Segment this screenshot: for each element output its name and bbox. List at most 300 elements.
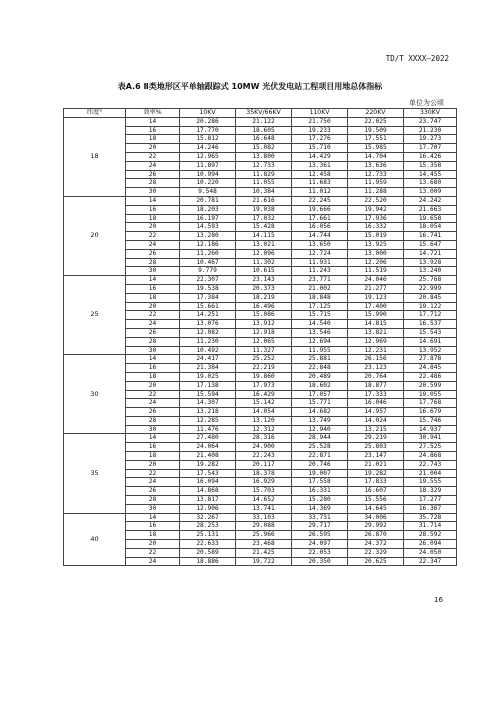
latitude-cell: 35 xyxy=(64,434,126,513)
value-cell: 19.509 xyxy=(348,126,404,135)
value-cell: 23.468 xyxy=(236,540,292,549)
value-cell: 20.589 xyxy=(180,548,236,557)
value-cell: 21.021 xyxy=(348,460,404,469)
column-header-latitude: 纬度° xyxy=(64,109,126,118)
value-cell: 13.009 xyxy=(404,188,457,197)
efficiency-cell: 18 xyxy=(126,135,180,144)
value-cell: 17.543 xyxy=(180,469,236,478)
value-cell: 12.724 xyxy=(292,249,348,258)
value-cell: 11.829 xyxy=(236,170,292,179)
value-cell: 22.347 xyxy=(404,557,457,566)
value-cell: 28.944 xyxy=(292,434,348,443)
value-cell: 17.936 xyxy=(348,214,404,223)
value-cell: 29.088 xyxy=(236,522,292,531)
value-cell: 15.715 xyxy=(292,311,348,320)
value-cell: 12.186 xyxy=(180,240,236,249)
value-cell: 23.147 xyxy=(348,452,404,461)
efficiency-cell: 28 xyxy=(126,179,180,188)
efficiency-cell: 16 xyxy=(126,443,180,452)
value-cell: 19.038 xyxy=(236,205,292,214)
value-cell: 9.779 xyxy=(180,267,236,276)
efficiency-cell: 14 xyxy=(126,276,180,285)
efficiency-cell: 28 xyxy=(126,496,180,505)
value-cell: 21.663 xyxy=(404,205,457,214)
efficiency-cell: 20 xyxy=(126,381,180,390)
value-cell: 27.878 xyxy=(404,355,457,364)
value-cell: 19.233 xyxy=(292,126,348,135)
efficiency-cell: 26 xyxy=(126,408,180,417)
value-cell: 24.242 xyxy=(404,196,457,205)
value-cell: 11.288 xyxy=(348,188,404,197)
value-cell: 14.868 xyxy=(180,487,236,496)
efficiency-cell: 30 xyxy=(126,346,180,355)
document-code: TD/T XXXX—2022 xyxy=(385,54,449,63)
value-cell: 12.285 xyxy=(180,416,236,425)
value-cell: 11.931 xyxy=(292,258,348,267)
value-cell: 14.369 xyxy=(292,504,348,513)
value-cell: 20.117 xyxy=(236,460,292,469)
value-cell: 20.286 xyxy=(180,117,236,126)
value-cell: 17.712 xyxy=(404,311,457,320)
latitude-cell: 40 xyxy=(64,513,126,566)
value-cell: 15.142 xyxy=(236,399,292,408)
value-cell: 16.929 xyxy=(236,478,292,487)
value-cell: 12.918 xyxy=(236,328,292,337)
value-cell: 17.138 xyxy=(180,381,236,390)
value-cell: 17.032 xyxy=(236,214,292,223)
value-cell: 18.054 xyxy=(404,223,457,232)
efficiency-cell: 20 xyxy=(126,223,180,232)
value-cell: 19.123 xyxy=(348,293,404,302)
value-cell: 22.245 xyxy=(292,196,348,205)
value-cell: 17.770 xyxy=(180,126,236,135)
efficiency-cell: 22 xyxy=(126,548,180,557)
value-cell: 22.486 xyxy=(404,372,457,381)
efficiency-cell: 28 xyxy=(126,416,180,425)
value-cell: 12.082 xyxy=(180,328,236,337)
value-cell: 14.540 xyxy=(292,320,348,329)
value-cell: 24.845 xyxy=(404,364,457,373)
value-cell: 17.551 xyxy=(348,135,404,144)
value-cell: 13.680 xyxy=(404,179,457,188)
value-cell: 19.273 xyxy=(404,135,457,144)
value-cell: 14.593 xyxy=(180,223,236,232)
efficiency-cell: 26 xyxy=(126,328,180,337)
value-cell: 12.206 xyxy=(348,258,404,267)
value-cell: 14.721 xyxy=(404,249,457,258)
value-cell: 22.999 xyxy=(404,284,457,293)
efficiency-cell: 14 xyxy=(126,355,180,364)
value-cell: 22.219 xyxy=(236,364,292,373)
value-cell: 13.076 xyxy=(180,320,236,329)
table-row xyxy=(64,355,457,364)
value-cell: 13.215 xyxy=(348,425,404,434)
value-cell: 15.771 xyxy=(292,399,348,408)
value-cell: 17.558 xyxy=(292,478,348,487)
page-number: 16 xyxy=(434,596,443,604)
efficiency-cell: 22 xyxy=(126,232,180,241)
value-cell: 16.046 xyxy=(348,399,404,408)
value-cell: 14.024 xyxy=(348,416,404,425)
value-cell: 17.333 xyxy=(348,390,404,399)
value-cell: 24.372 xyxy=(348,540,404,549)
value-cell: 14.246 xyxy=(180,144,236,153)
value-cell: 20.781 xyxy=(180,196,236,205)
value-cell: 13.749 xyxy=(292,416,348,425)
efficiency-cell: 30 xyxy=(126,188,180,197)
value-cell: 27.480 xyxy=(180,434,236,443)
value-cell: 19.555 xyxy=(404,478,457,487)
value-cell: 25.881 xyxy=(292,355,348,364)
value-cell: 21.750 xyxy=(292,117,348,126)
value-cell: 17.707 xyxy=(404,144,457,153)
value-cell: 11.230 xyxy=(180,337,236,346)
efficiency-cell: 24 xyxy=(126,161,180,170)
value-cell: 13.800 xyxy=(236,152,292,161)
value-cell: 22.520 xyxy=(348,196,404,205)
value-cell: 30.941 xyxy=(404,434,457,443)
value-cell: 13.636 xyxy=(348,161,404,170)
value-cell: 25.528 xyxy=(292,443,348,452)
value-cell: 22.633 xyxy=(180,540,236,549)
value-cell: 14.704 xyxy=(348,152,404,161)
value-cell: 14.744 xyxy=(292,232,348,241)
value-cell: 20.350 xyxy=(292,557,348,566)
latitude-cell: 30 xyxy=(64,355,126,434)
efficiency-cell: 20 xyxy=(126,144,180,153)
efficiency-cell: 16 xyxy=(126,126,180,135)
efficiency-cell: 20 xyxy=(126,460,180,469)
value-cell: 18.378 xyxy=(236,469,292,478)
value-cell: 33.103 xyxy=(236,513,292,522)
value-cell: 23.771 xyxy=(292,276,348,285)
value-cell: 10.384 xyxy=(236,188,292,197)
efficiency-cell: 22 xyxy=(126,152,180,161)
efficiency-cell: 30 xyxy=(126,425,180,434)
value-cell: 16.607 xyxy=(348,487,404,496)
value-cell: 14.429 xyxy=(292,152,348,161)
value-cell: 25.768 xyxy=(404,276,457,285)
value-cell: 11.683 xyxy=(292,179,348,188)
value-cell: 14.455 xyxy=(404,170,457,179)
table-row xyxy=(64,276,457,285)
value-cell: 17.276 xyxy=(292,135,348,144)
efficiency-cell: 24 xyxy=(126,240,180,249)
value-cell: 32.267 xyxy=(180,513,236,522)
value-cell: 20.764 xyxy=(348,372,404,381)
value-cell: 13.120 xyxy=(236,416,292,425)
value-cell: 11.327 xyxy=(236,346,292,355)
value-cell: 28.592 xyxy=(404,531,457,540)
value-cell: 14.937 xyxy=(404,425,457,434)
value-cell: 12.733 xyxy=(236,161,292,170)
value-cell: 16.429 xyxy=(236,390,292,399)
value-cell: 35.728 xyxy=(404,513,457,522)
efficiency-cell: 26 xyxy=(126,249,180,258)
value-cell: 17.973 xyxy=(236,381,292,390)
table-row xyxy=(64,117,457,126)
value-cell: 22.243 xyxy=(236,452,292,461)
value-cell: 15.358 xyxy=(404,161,457,170)
latitude-cell: 25 xyxy=(64,276,126,355)
value-cell: 9.548 xyxy=(180,188,236,197)
value-cell: 25.252 xyxy=(236,355,292,364)
value-cell: 18.886 xyxy=(180,557,236,566)
value-cell: 10.615 xyxy=(236,267,292,276)
table-row xyxy=(64,434,457,443)
efficiency-cell: 26 xyxy=(126,170,180,179)
value-cell: 24.050 xyxy=(404,548,457,557)
column-header-330kv: 330KV xyxy=(404,109,457,118)
value-cell: 17.125 xyxy=(292,302,348,311)
value-cell: 14.307 xyxy=(180,399,236,408)
value-cell: 14.682 xyxy=(292,408,348,417)
value-cell: 15.985 xyxy=(348,144,404,153)
table-header-row xyxy=(64,109,457,118)
value-cell: 26.595 xyxy=(292,531,348,540)
column-header-110kv: 110KV xyxy=(292,109,348,118)
efficiency-cell: 24 xyxy=(126,478,180,487)
value-cell: 21.230 xyxy=(404,126,457,135)
value-cell: 19.942 xyxy=(348,205,404,214)
value-cell: 16.332 xyxy=(348,223,404,232)
value-cell: 13.912 xyxy=(236,320,292,329)
value-cell: 22.307 xyxy=(180,276,236,285)
value-cell: 23.747 xyxy=(404,117,457,126)
value-cell: 10.467 xyxy=(180,258,236,267)
efficiency-cell: 16 xyxy=(126,522,180,531)
value-cell: 15.019 xyxy=(348,232,404,241)
value-cell: 11.012 xyxy=(292,188,348,197)
value-cell: 15.703 xyxy=(236,487,292,496)
value-cell: 15.280 xyxy=(292,496,348,505)
value-cell: 15.428 xyxy=(236,223,292,232)
value-cell: 15.543 xyxy=(404,328,457,337)
value-cell: 24.097 xyxy=(292,540,348,549)
column-header-35-66kv: 35KV/66KV xyxy=(236,109,292,118)
value-cell: 10.220 xyxy=(180,179,236,188)
value-cell: 11.302 xyxy=(236,258,292,267)
efficiency-cell: 30 xyxy=(126,267,180,276)
value-cell: 14.251 xyxy=(180,311,236,320)
value-cell: 13.741 xyxy=(236,504,292,513)
table-title: 表A.6 Ⅱ类地形区平单轴跟踪式 10MW 光伏发电站工程项目用地总体指标 xyxy=(117,82,383,91)
unit-label: 单位为公顷 xyxy=(409,99,444,107)
value-cell: 12.906 xyxy=(180,504,236,513)
efficiency-cell: 18 xyxy=(126,214,180,223)
efficiency-cell: 24 xyxy=(126,557,180,566)
latitude-cell: 20 xyxy=(64,196,126,275)
value-cell: 17.833 xyxy=(348,478,404,487)
value-cell: 21.425 xyxy=(236,548,292,557)
value-cell: 14.691 xyxy=(404,337,457,346)
value-cell: 16.367 xyxy=(404,504,457,513)
value-cell: 26.094 xyxy=(404,540,457,549)
value-cell: 16.094 xyxy=(180,478,236,487)
efficiency-cell: 30 xyxy=(126,504,180,513)
efficiency-cell: 16 xyxy=(126,284,180,293)
column-header-220kv: 220KV xyxy=(348,109,404,118)
value-cell: 15.710 xyxy=(292,144,348,153)
value-cell: 17.384 xyxy=(180,293,236,302)
value-cell: 28.253 xyxy=(180,522,236,531)
value-cell: 14.054 xyxy=(236,408,292,417)
value-cell: 16.648 xyxy=(236,135,292,144)
value-cell: 13.021 xyxy=(236,240,292,249)
efficiency-cell: 14 xyxy=(126,513,180,522)
value-cell: 25.803 xyxy=(348,443,404,452)
value-cell: 19.722 xyxy=(236,557,292,566)
value-cell: 18.877 xyxy=(348,381,404,390)
value-cell: 16.331 xyxy=(292,487,348,496)
value-cell: 23.123 xyxy=(348,364,404,373)
efficiency-cell: 14 xyxy=(126,196,180,205)
value-cell: 29.717 xyxy=(292,522,348,531)
value-cell: 20.599 xyxy=(404,381,457,390)
value-cell: 15.082 xyxy=(236,144,292,153)
value-cell: 22.053 xyxy=(292,548,348,557)
value-cell: 33.731 xyxy=(292,513,348,522)
value-cell: 17.768 xyxy=(404,399,457,408)
value-cell: 16.741 xyxy=(404,232,457,241)
value-cell: 10.492 xyxy=(180,346,236,355)
efficiency-cell: 24 xyxy=(126,399,180,408)
value-cell: 13.218 xyxy=(180,408,236,417)
value-cell: 11.243 xyxy=(292,267,348,276)
value-cell: 13.952 xyxy=(404,346,457,355)
value-cell: 12.096 xyxy=(236,249,292,258)
value-cell: 12.231 xyxy=(348,346,404,355)
value-cell: 15.661 xyxy=(180,302,236,311)
value-cell: 13.821 xyxy=(348,328,404,337)
value-cell: 14.815 xyxy=(348,320,404,329)
value-cell: 15.594 xyxy=(180,390,236,399)
value-cell: 13.817 xyxy=(180,496,236,505)
efficiency-cell: 18 xyxy=(126,372,180,381)
value-cell: 20.845 xyxy=(404,293,457,302)
value-cell: 12.940 xyxy=(292,425,348,434)
value-cell: 19.122 xyxy=(404,302,457,311)
value-cell: 11.055 xyxy=(236,179,292,188)
value-cell: 16.056 xyxy=(292,223,348,232)
value-cell: 16.496 xyxy=(236,302,292,311)
value-cell: 22.329 xyxy=(348,548,404,557)
value-cell: 23.143 xyxy=(236,276,292,285)
value-cell: 12.969 xyxy=(348,337,404,346)
efficiency-cell: 14 xyxy=(126,434,180,443)
value-cell: 21.122 xyxy=(236,117,292,126)
value-cell: 22.871 xyxy=(292,452,348,461)
value-cell: 19.025 xyxy=(180,372,236,381)
value-cell: 16.426 xyxy=(404,152,457,161)
efficiency-cell: 24 xyxy=(126,320,180,329)
value-cell: 11.519 xyxy=(348,267,404,276)
value-cell: 19.282 xyxy=(348,469,404,478)
efficiency-cell: 16 xyxy=(126,205,180,214)
value-cell: 25.966 xyxy=(236,531,292,540)
value-cell: 21.408 xyxy=(180,452,236,461)
value-cell: 18.329 xyxy=(404,487,457,496)
value-cell: 20.746 xyxy=(292,460,348,469)
value-cell: 19.282 xyxy=(180,460,236,469)
value-cell: 12.733 xyxy=(348,170,404,179)
value-cell: 15.990 xyxy=(348,311,404,320)
efficiency-cell: 18 xyxy=(126,452,180,461)
value-cell: 13.928 xyxy=(404,258,457,267)
value-cell: 13.000 xyxy=(348,249,404,258)
value-cell: 13.925 xyxy=(348,240,404,249)
efficiency-cell: 28 xyxy=(126,258,180,267)
value-cell: 15.086 xyxy=(236,311,292,320)
efficiency-cell: 20 xyxy=(126,302,180,311)
efficiency-cell: 20 xyxy=(126,540,180,549)
value-cell: 14.115 xyxy=(236,232,292,241)
value-cell: 12.458 xyxy=(292,170,348,179)
value-cell: 13.240 xyxy=(404,267,457,276)
value-cell: 25.131 xyxy=(180,531,236,540)
value-cell: 21.004 xyxy=(404,469,457,478)
value-cell: 17.057 xyxy=(292,390,348,399)
value-cell: 20.625 xyxy=(348,557,404,566)
value-cell: 14.652 xyxy=(236,496,292,505)
value-cell: 22.025 xyxy=(348,117,404,126)
efficiency-cell: 22 xyxy=(126,469,180,478)
column-header-efficiency: 效率% xyxy=(126,109,180,118)
column-header-10kv: 10KV xyxy=(180,109,236,118)
value-cell: 20.373 xyxy=(236,284,292,293)
value-cell: 27.525 xyxy=(404,443,457,452)
value-cell: 13.280 xyxy=(180,232,236,241)
value-cell: 22.848 xyxy=(292,364,348,373)
value-cell: 13.650 xyxy=(292,240,348,249)
value-cell: 24.064 xyxy=(180,443,236,452)
value-cell: 26.870 xyxy=(348,531,404,540)
value-cell: 18.605 xyxy=(236,126,292,135)
value-cell: 28.316 xyxy=(236,434,292,443)
efficiency-cell: 22 xyxy=(126,390,180,399)
value-cell: 19.860 xyxy=(236,372,292,381)
value-cell: 24.900 xyxy=(236,443,292,452)
value-cell: 29.219 xyxy=(348,434,404,443)
efficiency-cell: 14 xyxy=(126,117,180,126)
value-cell: 10.994 xyxy=(180,170,236,179)
value-cell: 21.384 xyxy=(180,364,236,373)
value-cell: 31.714 xyxy=(404,522,457,531)
value-cell: 19.538 xyxy=(180,284,236,293)
value-cell: 19.666 xyxy=(292,205,348,214)
value-cell: 19.658 xyxy=(404,214,457,223)
efficiency-cell: 26 xyxy=(126,487,180,496)
efficiency-cell: 16 xyxy=(126,364,180,373)
value-cell: 19.007 xyxy=(292,469,348,478)
latitude-cell: 18 xyxy=(64,117,126,196)
value-cell: 34.006 xyxy=(348,513,404,522)
value-cell: 21.277 xyxy=(348,284,404,293)
value-cell: 12.312 xyxy=(236,425,292,434)
value-cell: 19.055 xyxy=(404,390,457,399)
value-cell: 22.743 xyxy=(404,460,457,469)
efficiency-cell: 18 xyxy=(126,531,180,540)
value-cell: 16.679 xyxy=(404,408,457,417)
value-cell: 29.992 xyxy=(348,522,404,531)
value-cell: 12.965 xyxy=(180,152,236,161)
value-cell: 15.746 xyxy=(404,416,457,425)
value-cell: 17.277 xyxy=(404,496,457,505)
value-cell: 11.476 xyxy=(180,425,236,434)
value-cell: 16.197 xyxy=(180,214,236,223)
value-cell: 24.417 xyxy=(180,355,236,364)
value-cell: 12.065 xyxy=(236,337,292,346)
